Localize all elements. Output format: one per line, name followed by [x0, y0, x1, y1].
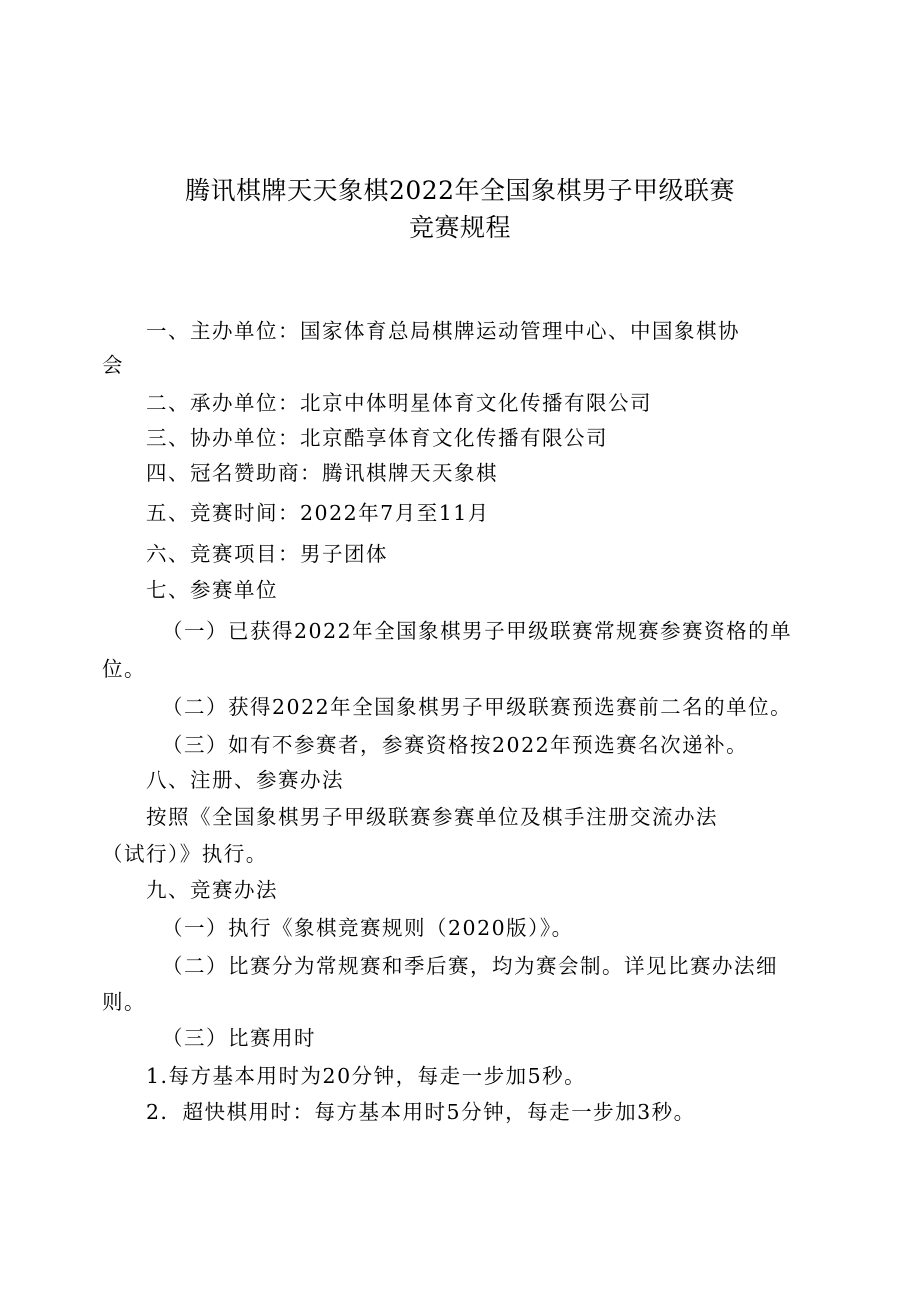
participants-item-1-continued: 位。 [102, 657, 146, 681]
time-rule-1: 1.每方基本用时为20分钟，每走一步加5秒。 [146, 1064, 587, 1088]
section-event: 六、竞赛项目：男子团体 [146, 542, 388, 566]
participants-item-3: （三）如有不参赛者，参赛资格按2022年预选赛名次递补。 [162, 733, 749, 757]
section-sponsor: 四、冠名赞助商：腾讯棋牌天天象棋 [146, 461, 498, 485]
registration-text: 按照《全国象棋男子甲级联赛参赛单位及棋手注册交流办法 [146, 805, 718, 829]
section-time: 五、竞赛时间：2022年7月至11月 [146, 501, 490, 525]
section-co-host: 三、协办单位：北京酷享体育文化传播有限公司 [146, 426, 608, 450]
section-registration: 八、注册、参赛办法 [146, 768, 344, 792]
method-item-1: （一）执行《象棋竞赛规则（2020版）》。 [162, 916, 574, 940]
registration-text-continued: （试行）》执行。 [102, 842, 268, 866]
document-subtitle: 竞赛规程 [408, 213, 511, 242]
section-organizer: 一、主办单位：国家体育总局棋牌运动管理中心、中国象棋协 [146, 319, 740, 343]
section-organizer-continued: 会 [102, 353, 124, 377]
method-item-2: （二）比赛分为常规赛和季后赛，均为赛会制。详见比赛办法细 [162, 954, 778, 978]
method-item-2-continued: 则。 [102, 990, 146, 1014]
section-competition-method: 九、竞赛办法 [146, 878, 278, 902]
section-host: 二、承办单位：北京中体明星体育文化传播有限公司 [146, 391, 652, 415]
document-title: 腾讯棋牌天天象棋2022年全国象棋男子甲级联赛 [184, 176, 736, 205]
section-participants: 七、参赛单位 [146, 578, 278, 602]
participants-item-1: （一）已获得2022年全国象棋男子甲级联赛常规赛参赛资格的单 [162, 619, 793, 643]
time-rule-2: 2．超快棋用时：每方基本用时5分钟，每走一步加3秒。 [146, 1100, 696, 1124]
participants-item-2: （二）获得2022年全国象棋男子甲级联赛预选赛前二名的单位。 [162, 695, 793, 719]
method-item-3: （三）比赛用时 [162, 1026, 316, 1050]
